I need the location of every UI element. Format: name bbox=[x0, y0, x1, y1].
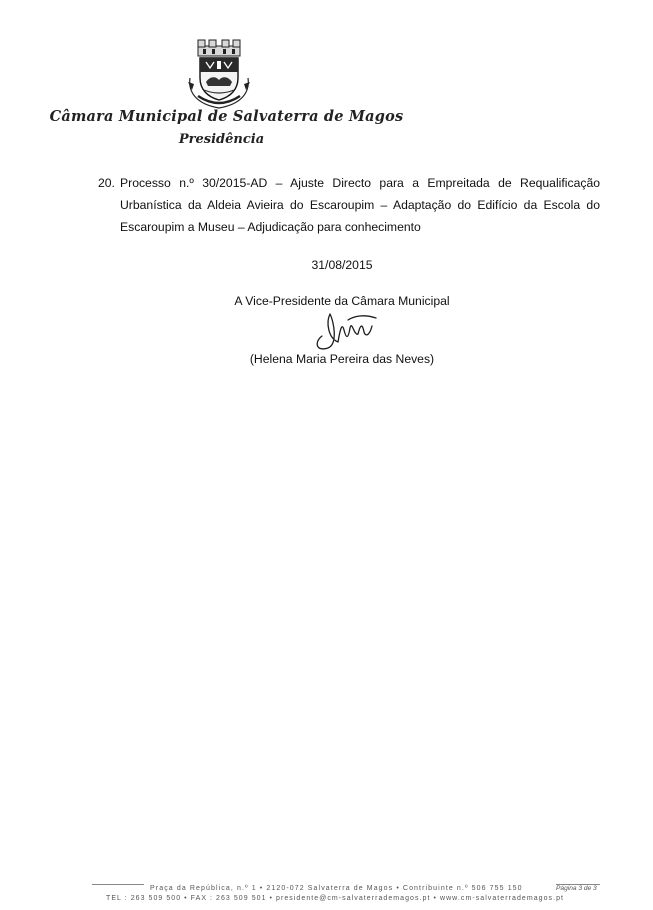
signatory-role: A Vice-Presidente da Câmara Municipal bbox=[234, 294, 450, 308]
organization-name: Câmara Municipal de Salvaterra de Magos bbox=[49, 108, 404, 125]
footer-divider-left bbox=[92, 884, 144, 885]
handwritten-signature bbox=[308, 308, 384, 356]
page-number: Página 3 de 3 bbox=[556, 885, 597, 892]
municipal-coat-of-arms bbox=[186, 38, 252, 110]
document-date: 31/08/2015 bbox=[311, 258, 373, 272]
footer-contacts: TEL : 263 509 500 • FAX : 263 509 501 • presidente@cm-salvaterrademagos.pt • www.cm-salvaterrademagos.pt bbox=[106, 895, 565, 902]
signatory-name: (Helena Maria Pereira das Neves) bbox=[249, 352, 435, 366]
agenda-item-text: Processo n.º 30/2015-AD – Ajuste Directo para a Empreitada de Requalificação Urbanística da Aldeia Avieira do Escaroupim – Adaptação do Edifício da Escola do Escaroupim a Museu – Adjudicação para conhecimento bbox=[120, 176, 600, 234]
footer-address: Praça da República, n.º 1 • 2120-072 Salvaterra de Magos • Contribuinte n.º 506 755 150 bbox=[150, 885, 523, 892]
agenda-item-number: 20. bbox=[98, 176, 115, 190]
agenda-item bbox=[98, 172, 600, 238]
department-name: Presidência bbox=[178, 132, 265, 147]
